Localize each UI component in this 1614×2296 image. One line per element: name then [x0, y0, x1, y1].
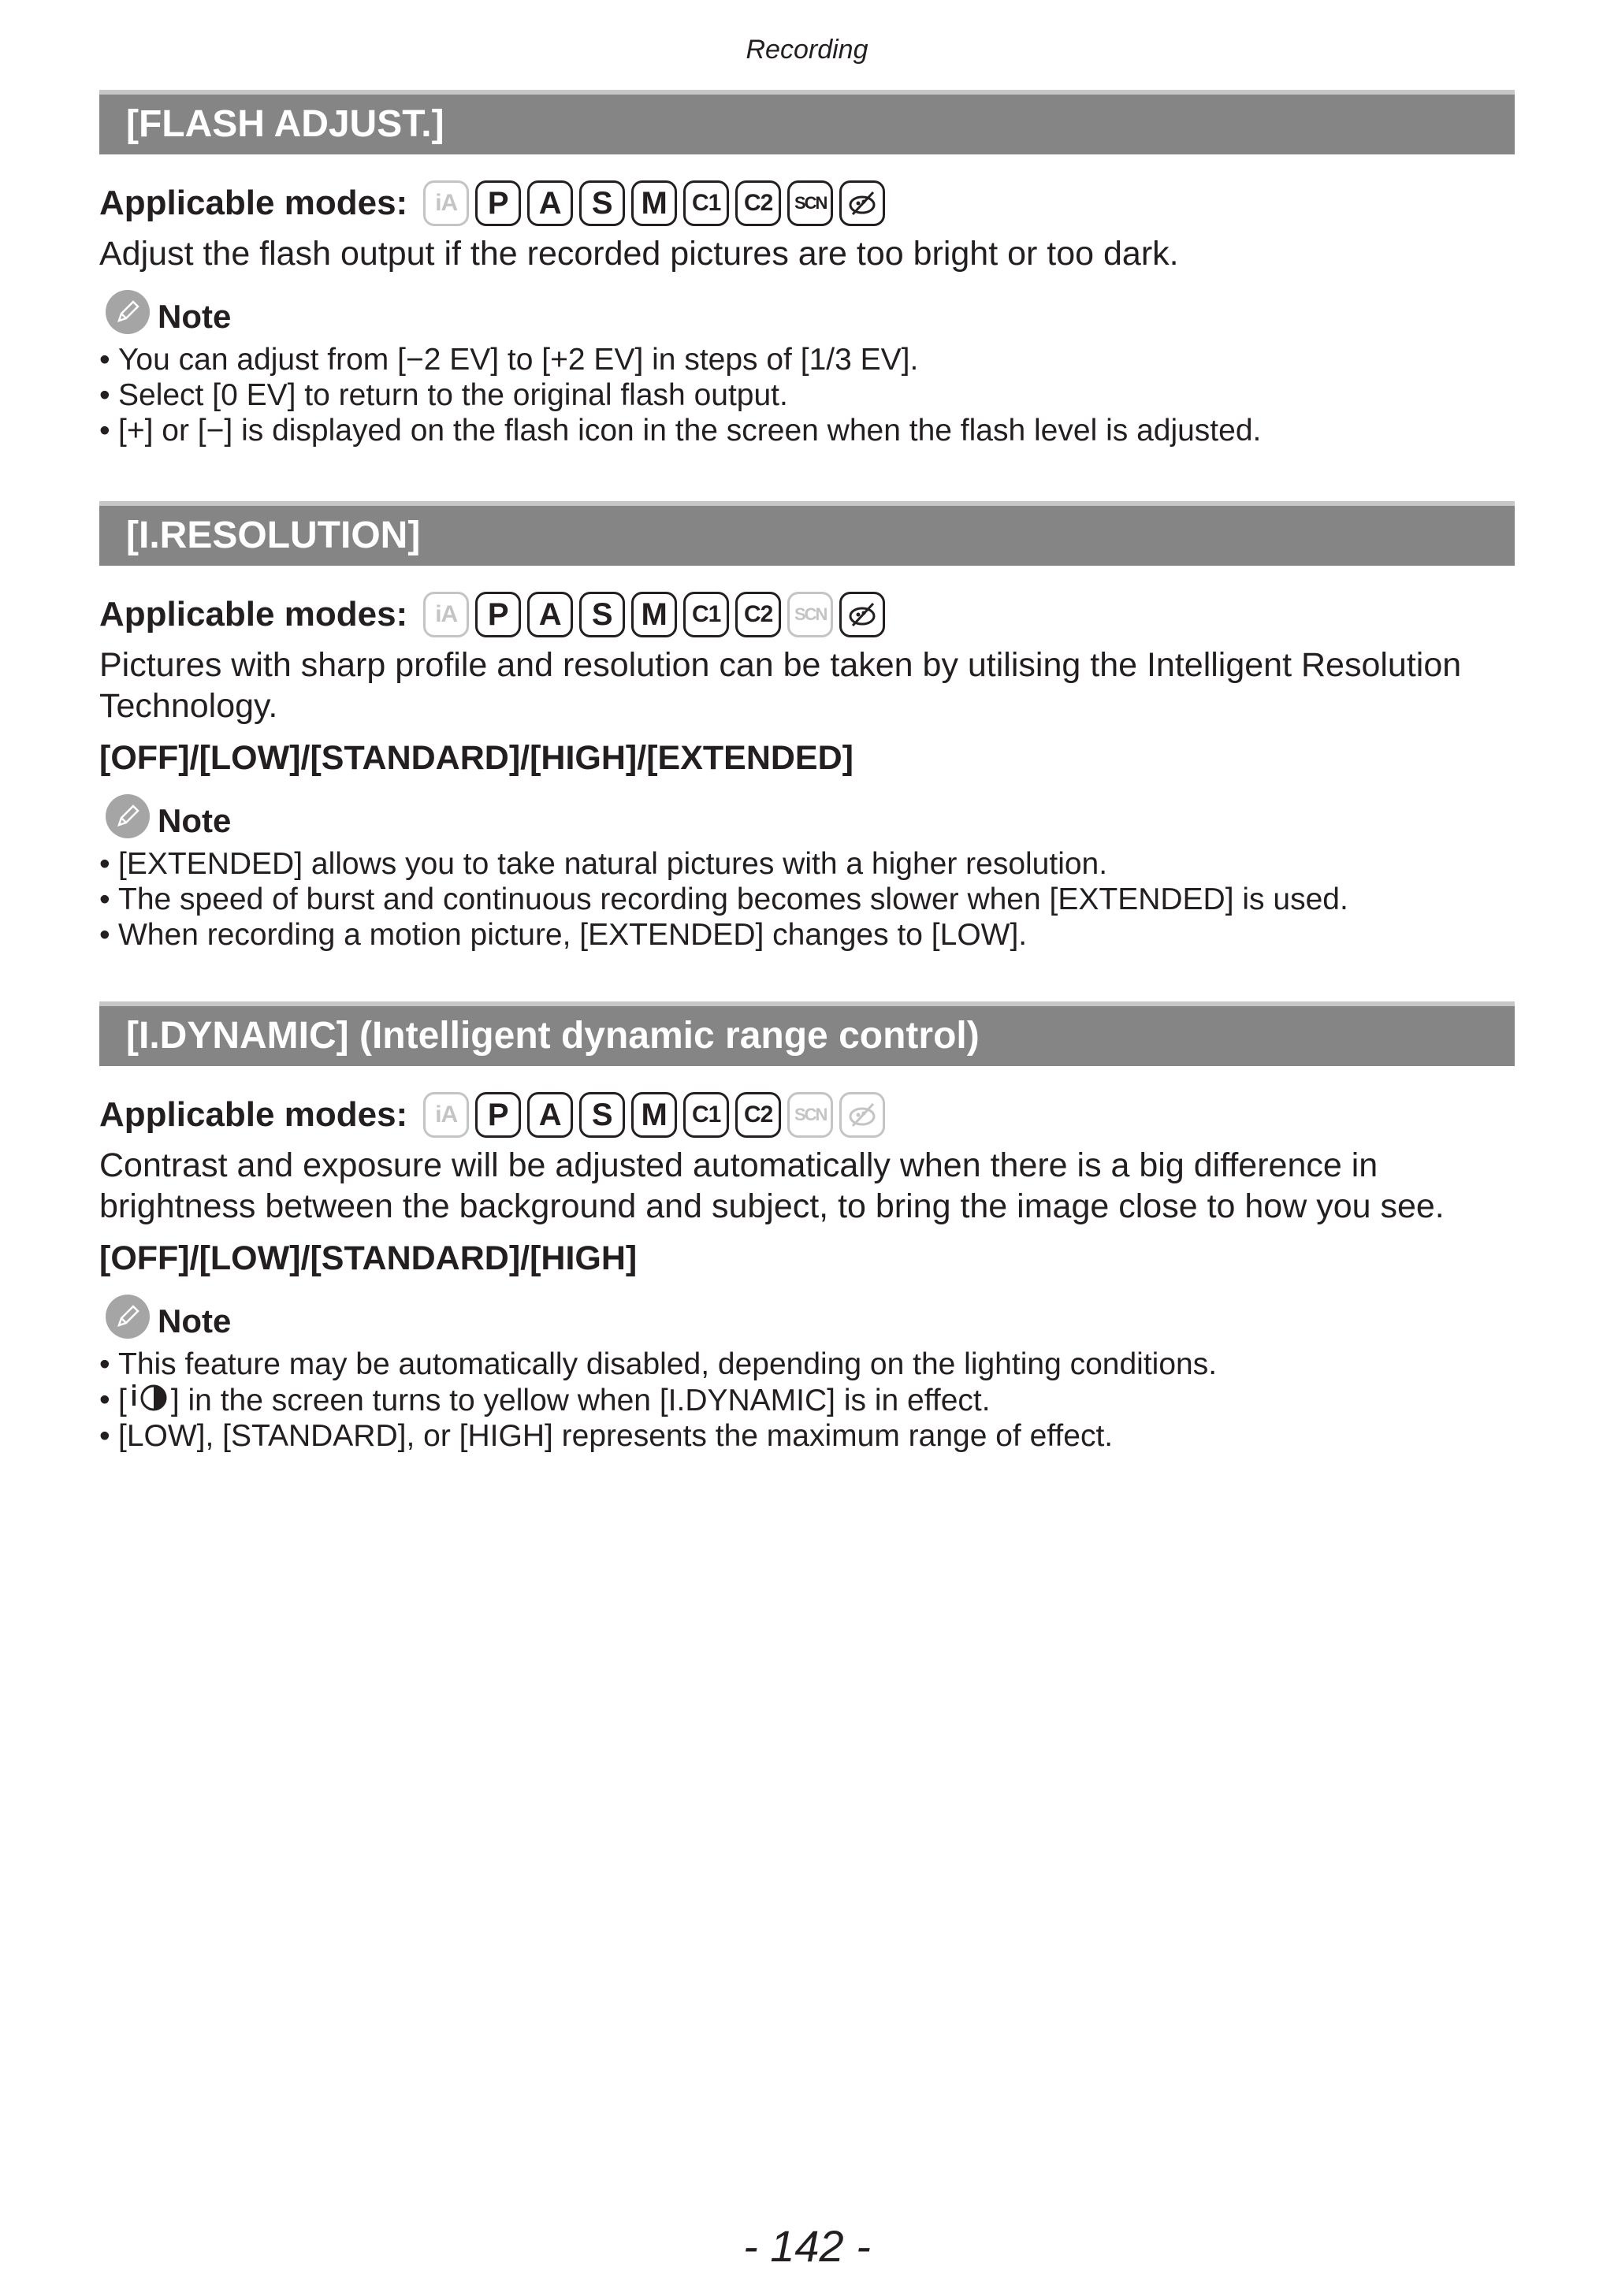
mode-s-icon: S	[579, 180, 625, 226]
mode-c2-icon: C2	[735, 1092, 781, 1138]
note-item: • This feature may be automatically disabled, depending on the lighting conditions.	[99, 1347, 1515, 1382]
mode-creative-control-icon	[839, 1092, 885, 1138]
section-description: Adjust the flash output if the recorded pictures are too bright or too dark.	[99, 235, 1179, 273]
setting-options: [OFF]/[LOW]/[STANDARD]/[HIGH]/[EXTENDED]	[99, 739, 853, 777]
mode-s-icon: S	[579, 592, 625, 637]
note-list	[99, 846, 1515, 953]
note-heading	[99, 797, 1515, 845]
page-number: - 142 -	[743, 2221, 871, 2271]
note-label: Note	[158, 1302, 232, 1339]
bracket-open: [	[118, 1384, 127, 1417]
pencil-icon	[106, 290, 150, 334]
mode-c1-icon: C1	[683, 592, 729, 637]
mode-scn-icon: SCN	[787, 592, 833, 637]
applicable-modes	[99, 178, 1515, 228]
section-title: [FLASH ADJUST.]	[99, 90, 1515, 154]
note-heading	[99, 1298, 1515, 1345]
section-title: [I.DYNAMIC] (Intelligent dynamic range control)	[99, 1001, 1515, 1066]
note-list	[99, 342, 1515, 448]
applicable-modes	[99, 1090, 1515, 1140]
note-list	[99, 1347, 1515, 1454]
pencil-icon	[106, 1295, 150, 1339]
note-item: • When recording a motion picture, [EXTENDED] changes to [LOW].	[99, 917, 1515, 953]
setting-options: [OFF]/[LOW]/[STANDARD]/[HIGH]	[99, 1239, 638, 1277]
note-item	[99, 1382, 1515, 1418]
page-header: Recording	[746, 35, 868, 65]
mode-s-icon: S	[579, 1092, 625, 1138]
mode-c1-icon: C1	[683, 1092, 729, 1138]
section-i-dynamic	[99, 1001, 1515, 1454]
mode-c2-icon: C2	[735, 592, 781, 637]
note-item: • [+] or [−] is displayed on the flash icon in the screen when the flash level is adjusted.	[99, 413, 1515, 448]
section-description: Pictures with sharp profile and resolution can be taken by utilising the Intelligent Resolution Technology.	[99, 646, 1462, 725]
section-title: [I.RESOLUTION]	[99, 501, 1515, 566]
mode-creative-control-icon	[839, 180, 885, 226]
section-i-resolution	[99, 501, 1515, 953]
pencil-icon	[106, 794, 150, 838]
mode-ia-icon: iA	[423, 592, 469, 637]
note-item: • You can adjust from [−2 EV] to [+2 EV] in steps of [1/3 EV].	[99, 342, 1515, 377]
mode-ia-icon: iA	[423, 1092, 469, 1138]
mode-ia-icon: iA	[423, 180, 469, 226]
mode-scn-icon: SCN	[787, 1092, 833, 1138]
mode-c1-icon: C1	[683, 180, 729, 226]
note-item: • The speed of burst and continuous recording becomes slower when [EXTENDED] is used.	[99, 882, 1515, 917]
applicable-modes	[99, 589, 1515, 640]
note-item: • Select [0 EV] to return to the original flash output.	[99, 377, 1515, 413]
modes-label: Applicable modes:	[99, 595, 408, 633]
mode-p-icon: P	[475, 1092, 521, 1138]
mode-creative-control-icon	[839, 592, 885, 637]
mode-a-icon: A	[527, 592, 573, 637]
note-item: • [LOW], [STANDARD], or [HIGH] represents the maximum range of effect.	[99, 1418, 1515, 1454]
mode-a-icon: A	[527, 1092, 573, 1138]
modes-label: Applicable modes:	[99, 1095, 408, 1134]
mode-p-icon: P	[475, 180, 521, 226]
mode-scn-icon: SCN	[787, 180, 833, 226]
mode-m-icon: M	[631, 592, 677, 637]
mode-m-icon: M	[631, 180, 677, 226]
mode-c2-icon: C2	[735, 180, 781, 226]
note-text: ] in the screen turns to yellow when [I.DYNAMIC] is in effect.	[170, 1384, 991, 1417]
mode-m-icon: M	[631, 1092, 677, 1138]
mode-a-icon: A	[527, 180, 573, 226]
section-description: Contrast and exposure will be adjusted automatically when there is a big difference in brightness between the background and subject, to bring the image close to how you see.	[99, 1146, 1445, 1225]
note-label: Note	[158, 802, 232, 839]
mode-p-icon: P	[475, 592, 521, 637]
note-item: • [EXTENDED] allows you to take natural pictures with a higher resolution.	[99, 846, 1515, 882]
note-label: Note	[158, 298, 232, 335]
modes-label: Applicable modes:	[99, 184, 408, 222]
note-heading	[99, 293, 1515, 340]
i-dynamic-icon	[130, 1382, 168, 1414]
section-flash-adjust	[99, 90, 1515, 448]
